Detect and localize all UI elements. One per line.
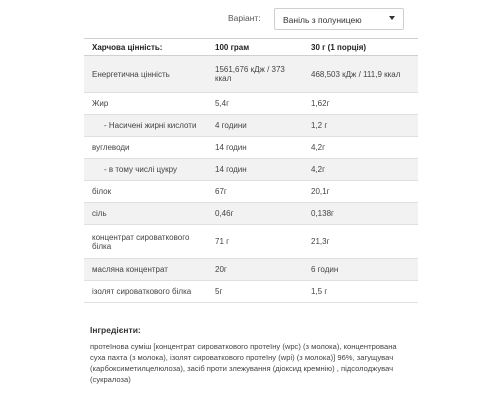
table-row — [84, 203, 418, 225]
row-name: білок — [84, 181, 207, 203]
row-per100: 0,46г — [207, 203, 303, 225]
variant-selected-value: Ваніль з полуницею — [283, 15, 362, 25]
ingredients-text: протеїнова суміш [концентрат сироваткового протеїну (wpc) (з молока), концентрована суха пахта (з молока), ізолят сироваткового протеїну (wpi) (з молока)] 96%, загущувач (карбоксиметилцелюлоза), засіб проти злежування (діоксид кремнію) , підсолоджувач (сукралоза) — [90, 342, 397, 384]
table-row — [84, 181, 418, 203]
row-per-serving: 1,2 г — [303, 115, 418, 137]
variant-row — [0, 8, 500, 30]
variant-label: Варіант: — [228, 13, 261, 23]
row-name: сіль — [84, 203, 207, 225]
table-row — [84, 93, 418, 115]
row-name: концентрат сироваткового білка — [84, 225, 207, 259]
table-row — [84, 281, 418, 303]
row-name: Жир — [84, 93, 207, 115]
table-row — [84, 225, 418, 259]
row-name: вуглеводи — [84, 137, 207, 159]
row-name: Енергетична цінність — [84, 56, 207, 93]
table-row — [84, 115, 418, 137]
row-per100: 5,4г — [207, 93, 303, 115]
row-per-serving: 468,503 кДж / 111,9 ккал — [303, 56, 418, 93]
table-row — [84, 159, 418, 181]
table-row — [84, 56, 418, 93]
row-per100: 67г — [207, 181, 303, 203]
row-per100: 20г — [207, 259, 303, 281]
row-per100: 1561,676 кДж / 373 ккал — [207, 56, 303, 93]
header-nutrition: Харчова цінність: — [84, 39, 207, 56]
row-per100: 71 г — [207, 225, 303, 259]
row-name: масляна концентрат — [84, 259, 207, 281]
nutrition-table — [84, 38, 418, 303]
row-per100: 5г — [207, 281, 303, 303]
chevron-down-icon — [389, 16, 395, 20]
row-per-serving: 6 годин — [303, 259, 418, 281]
row-per-serving: 0,138г — [303, 203, 418, 225]
row-name: - в тому числі цукру — [84, 159, 207, 181]
row-per-serving: 21,3г — [303, 225, 418, 259]
table-header-row — [84, 39, 418, 56]
variant-select[interactable] — [274, 8, 404, 30]
row-per-serving: 20,1г — [303, 181, 418, 203]
ingredients-title: Інгредієнти: — [90, 325, 141, 335]
table-row — [84, 137, 418, 159]
row-name: ізолят сироваткового білка — [84, 281, 207, 303]
row-per100: 14 годин — [207, 137, 303, 159]
row-per-serving: 1,62г — [303, 93, 418, 115]
row-name: - Насичені жирні кислоти — [84, 115, 207, 137]
header-serving: 30 г (1 порція) — [303, 39, 418, 56]
row-per-serving: 4,2г — [303, 159, 418, 181]
row-per-serving: 4,2г — [303, 137, 418, 159]
table-row — [84, 259, 418, 281]
header-100g: 100 грам — [207, 39, 303, 56]
row-per100: 4 години — [207, 115, 303, 137]
row-per100: 14 годин — [207, 159, 303, 181]
row-per-serving: 1,5 г — [303, 281, 418, 303]
